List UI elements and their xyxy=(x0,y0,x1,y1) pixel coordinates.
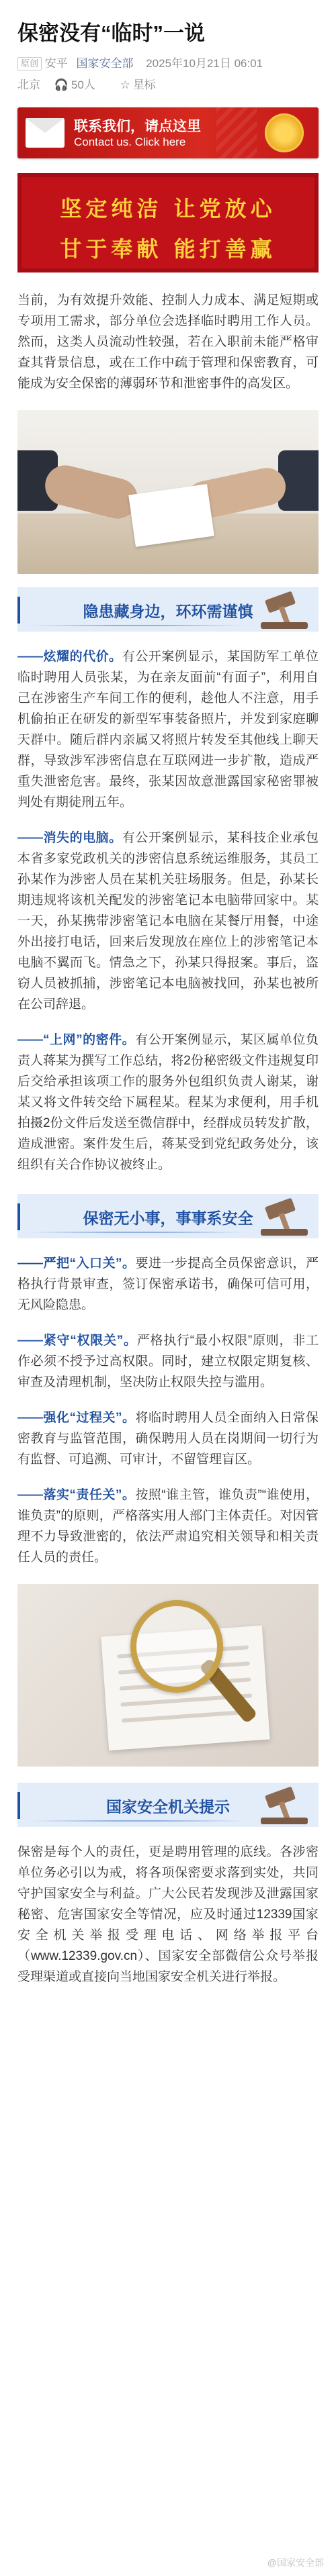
star-label: 星标 xyxy=(132,79,156,91)
measure-item xyxy=(0,1238,336,1316)
section-heading-1 xyxy=(17,587,319,632)
headphone-icon: 🎧 xyxy=(54,79,69,91)
original-tag: 原创 xyxy=(17,57,42,70)
banner-decoration xyxy=(216,107,257,158)
case-text: 有公开案例显示，某科技企业承包本省多家党政机关的涉密信息系统运维服务，其员工孙某作为涉密人员在某机关驻场服务。但是，孙某长期违规将该机关配发的涉密笔记本电脑带回家中。某一天，孙某携带涉密笔记本电脑在某餐厅用餐，中途外出接打电话，回来后发现放在座位上的涉密笔记本电脑不翼而飞。情急之下，孙某只得报案。事后，盗窃人员被抓捕，涉密笔记本电脑被找回，孙某也被所在公司辞退。 xyxy=(17,831,319,1011)
measure-text: 按照“谁主管，谁负责”“谁使用，谁负责”的原则，严格落实用人部门主体责任。对因管理不力导致泄密的，依法严肃追究相关领导和相关责任人员的责任。 xyxy=(17,1488,319,1565)
case-lead: ——炫耀的代价。 xyxy=(17,650,122,664)
listen-count[interactable] xyxy=(54,79,106,91)
section-heading-2 xyxy=(17,1194,319,1238)
gavel-icon xyxy=(250,1198,308,1236)
magnifier-photo xyxy=(17,1584,319,1767)
case-text: 有公开案例显示，某区属单位负责人蒋某为撰写工作总结，将2份秘密级文件违规复印后交给承担该项工作的服务外包组织负责人谢某，谢某又将文件转交给下属程某。程某为求便利，用手机拍摄2份文件后发送至微信群中，经群成员转发扩散，造成泄密。案件发生后，蒋某受到党纪政务处分，该组织有关合作协议被终止。 xyxy=(17,1033,319,1172)
author-name: 安平 xyxy=(44,57,68,70)
contact-us-banner[interactable] xyxy=(17,107,319,158)
reminder-text: 保密是每个人的责任，更是聘用管理的底线。各涉密单位务必引以为戒，将各项保密要求落到实处，共同守护国家安全与利益。广大公民若发现涉及泄露国家秘密、危害国家安全等情况，应及时通过12339国家安全机关举报受理电话、网络举报平台（www.12339.gov.cn）、国家安全部微信公众号举报受理渠道或直接向当地国家安全机关进行举报。 xyxy=(17,1845,319,1984)
location-text: 北京 xyxy=(17,79,40,91)
reminder-item xyxy=(0,1827,336,1987)
article-title: 保密没有“临时”一说 xyxy=(17,21,205,45)
slogan-line-2: 甘于奉献 能打善赢 xyxy=(60,236,276,262)
publish-date: 2025年10月21日 06:01 xyxy=(146,57,263,70)
contact-banner-cn: 联系我们，请点这里 xyxy=(74,119,201,134)
section-heading-text: 保密无小事，事事系安全 xyxy=(83,1209,253,1227)
case-item xyxy=(0,1015,336,1175)
measure-lead: ——严把“入口关”。 xyxy=(17,1256,136,1271)
gavel-icon xyxy=(250,591,308,629)
section-heading-text: 国家安全机关提示 xyxy=(106,1798,230,1816)
handshake-photo xyxy=(17,410,319,574)
measure-lead: ——强化“过程关”。 xyxy=(17,1411,136,1425)
account-link[interactable]: 国家安全部 xyxy=(76,57,134,70)
listen-count-text: 50人 xyxy=(71,79,95,91)
case-text: 有公开案例显示，某国防军工单位临时聘用人员张某，为在亲友面前“有面子”，利用自己在涉密生产车间工作的便利，趁他人不注意，用手机偷拍正在研发的新型军事装备照片，并发到家庭聊天群中。随后群内亲属又将照片转发至其他线上聊天群，导致涉军涉密信息在互联网进一步扩散，造成严重失泄密危害。最终，张某因故意泄露国家秘密罪被判处有期徒刑五年。 xyxy=(17,650,319,809)
case-lead: ——消失的电脑。 xyxy=(17,831,122,845)
measure-text: 严格执行“最小权限”原则，非工作必须不授予过高权限。同时，建立权限定期复核、审查及清理机制，坚决防止权限失控与滥用。 xyxy=(17,1334,319,1389)
party-emblem-icon xyxy=(265,113,304,152)
article-meta-secondary xyxy=(0,72,336,94)
measure-item xyxy=(0,1470,336,1568)
measure-lead: ——落实“责任关”。 xyxy=(17,1488,136,1502)
star-button[interactable] xyxy=(120,79,167,91)
envelope-icon xyxy=(26,118,65,148)
slogan-banner xyxy=(17,173,319,273)
measure-item xyxy=(0,1316,336,1393)
contact-banner-en: Contact us. Click here xyxy=(74,136,186,148)
case-item xyxy=(0,813,336,1015)
measure-text: 将临时聘用人员全面纳入日常保密教育与监管范围，确保聘用人员在岗期间一切行为有监督、可追溯、可审计，不留管理盲区。 xyxy=(17,1411,319,1467)
star-icon: ☆ xyxy=(120,79,130,91)
section-heading-3 xyxy=(17,1783,319,1827)
watermark: @国家安全部 xyxy=(267,2557,324,2568)
slogan-line-1: 坚定纯洁 让党放心 xyxy=(60,196,276,221)
gavel-icon xyxy=(250,1787,308,1824)
intro-paragraph: 当前，为有效提升效能、控制人力成本、满足短期或专项用工需求，部分单位会选择临时聘用工作人员。然而，这类人员流动性较强，若在入职前未能严格审查其背景信息，或在工作中疏于管理和保密教育，可能成为安全保密的薄弱环节和泄密事件的高发区。 xyxy=(17,293,319,391)
measure-item xyxy=(0,1393,336,1470)
case-item xyxy=(0,632,336,813)
measure-text: 要进一步提高全员保密意识，严格执行背景审查，签订保密承诺书，确保可信可用，无风险隐患。 xyxy=(17,1256,319,1312)
article-meta xyxy=(0,48,336,72)
measure-lead: ——紧守“权限关”。 xyxy=(17,1334,137,1348)
section-heading-text: 隐患藏身边，环环需谨慎 xyxy=(83,603,253,620)
case-lead: ——“上网”的密件。 xyxy=(17,1033,136,1047)
magnifying-glass-icon xyxy=(130,1600,223,1693)
